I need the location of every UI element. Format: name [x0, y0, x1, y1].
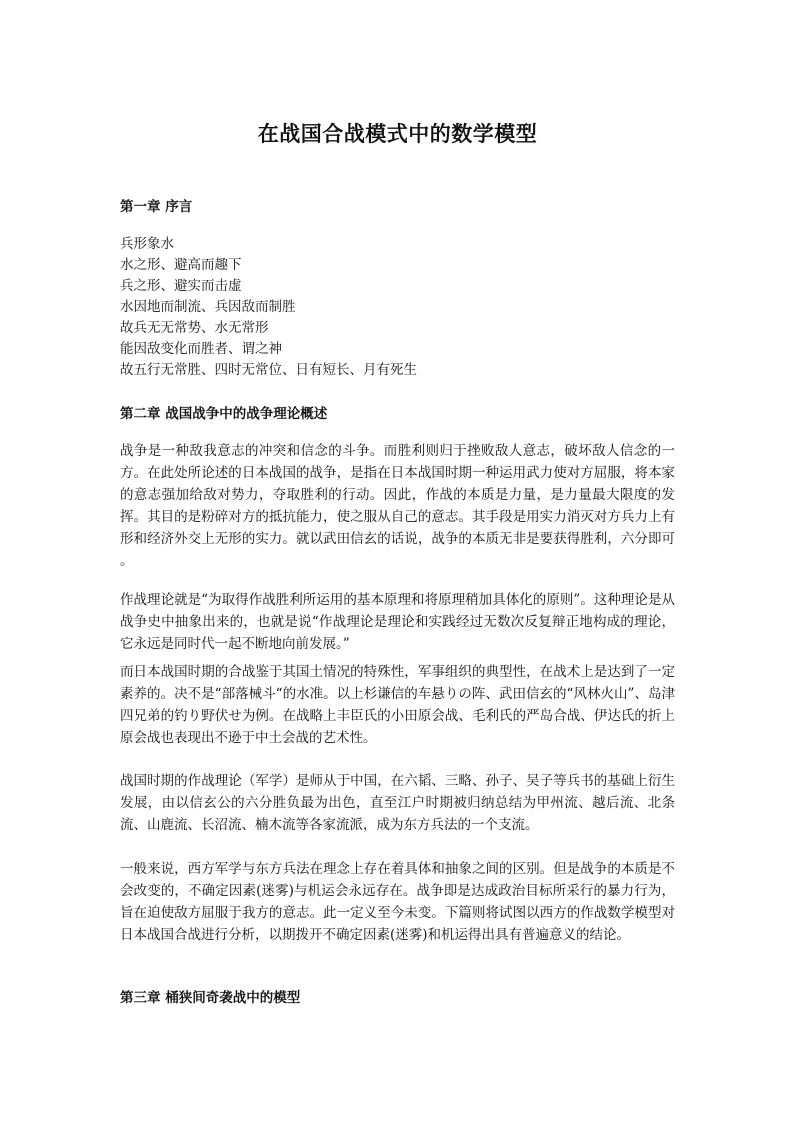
document-title: 在战国合战模式中的数学模型	[257, 121, 538, 146]
chapter-2-heading: 第二章 战国战争中的战争理论概述	[120, 406, 328, 422]
body-paragraph: 作战理论就是“为取得作战胜利所运用的基本原理和将原理稍加具体化的原则”。这种理论是从战争史中抽象出来的，也就是说“作战理论是理论和实践经过无数次反复辩正地构成的理论，它永远是同时代一起不断地向前发展。”	[120, 592, 675, 652]
poem-line: 水之形、避高而趣下	[120, 257, 242, 273]
preface-poem	[120, 234, 417, 381]
body-paragraph: 战争是一种敌我意志的冲突和信念的斗争。而胜利则归于挫败敌人意志，破坏敌人信念的一方。在此处所论述的日本战国的战争，是指在日本战国时期一种运用武力使对方屈服，将本家的意志强加给敌对势力，夺取胜利的行动。因此，作战的本质是力量，是力量最大限度的发挥。其目的是粉碎对方的抵抗能力，使之服从自己的意志。其手段是用实力消灭对方兵力上有形和经济外交上无形的实力。就以武田信玄的话说，战争的本质无非是要获得胜利，六分即可 。	[120, 443, 675, 569]
poem-line: 故兵无无常势、水无常形	[120, 320, 269, 336]
poem-line: 能因敌变化而胜者、谓之神	[120, 341, 282, 357]
chapter-3-heading: 第三章 桶狭间奇袭战中的模型	[120, 990, 301, 1006]
chapter-1-heading: 第一章 序言	[120, 199, 193, 215]
poem-line: 兵之形、避实而击虚	[120, 278, 242, 294]
poem-line: 水因地而制流、兵因敌而制胜	[120, 299, 296, 315]
body-paragraph: 而日本战国时期的合战鉴于其国土情况的特殊性，军事组织的典型性，在战术上是达到了一定素养的。决不是“部落械斗“的水准。以上杉谦信的车悬りの阵、武田信玄的“风林火山”、岛津四兄弟的钓り野伏せ为例。在战略上丰臣氏的小田原会战、毛利氏的严岛合战、伊达氏的折上原会战也表现出不逊于中土会战的艺术性。	[120, 664, 675, 746]
poem-line: 兵形象水	[120, 236, 174, 252]
poem-line: 故五行无常胜、四时无常位、日有短长、月有死生	[120, 362, 417, 378]
body-paragraph: 一般来说，西方军学与东方兵法在理念上存在着具体和抽象之间的区别。但是战争的本质是不会改变的，不确定因素(迷雾)与机运会永远存在。战争即是达成政治目标所采行的暴力行为，旨在迫使敌方屈服于我方的意志。此一定义至今未变。下篇则将试图以西方的作战数学模型对日本战国合战进行分析，以期拨开不确定因素(迷雾)和机运得出具有普遍意义的结论。	[120, 861, 675, 943]
body-paragraph: 战国时期的作战理论（军学）是师从于中国，在六韬、三略、孙子、吴子等兵书的基础上衍生发展，由以信玄公的六分胜负最为出色，直至江户时期被归纳总结为甲州流、越后流、北条流、山鹿流、长沼流、楠木流等各家流派，成为东方兵法的一个支流。	[120, 773, 675, 833]
